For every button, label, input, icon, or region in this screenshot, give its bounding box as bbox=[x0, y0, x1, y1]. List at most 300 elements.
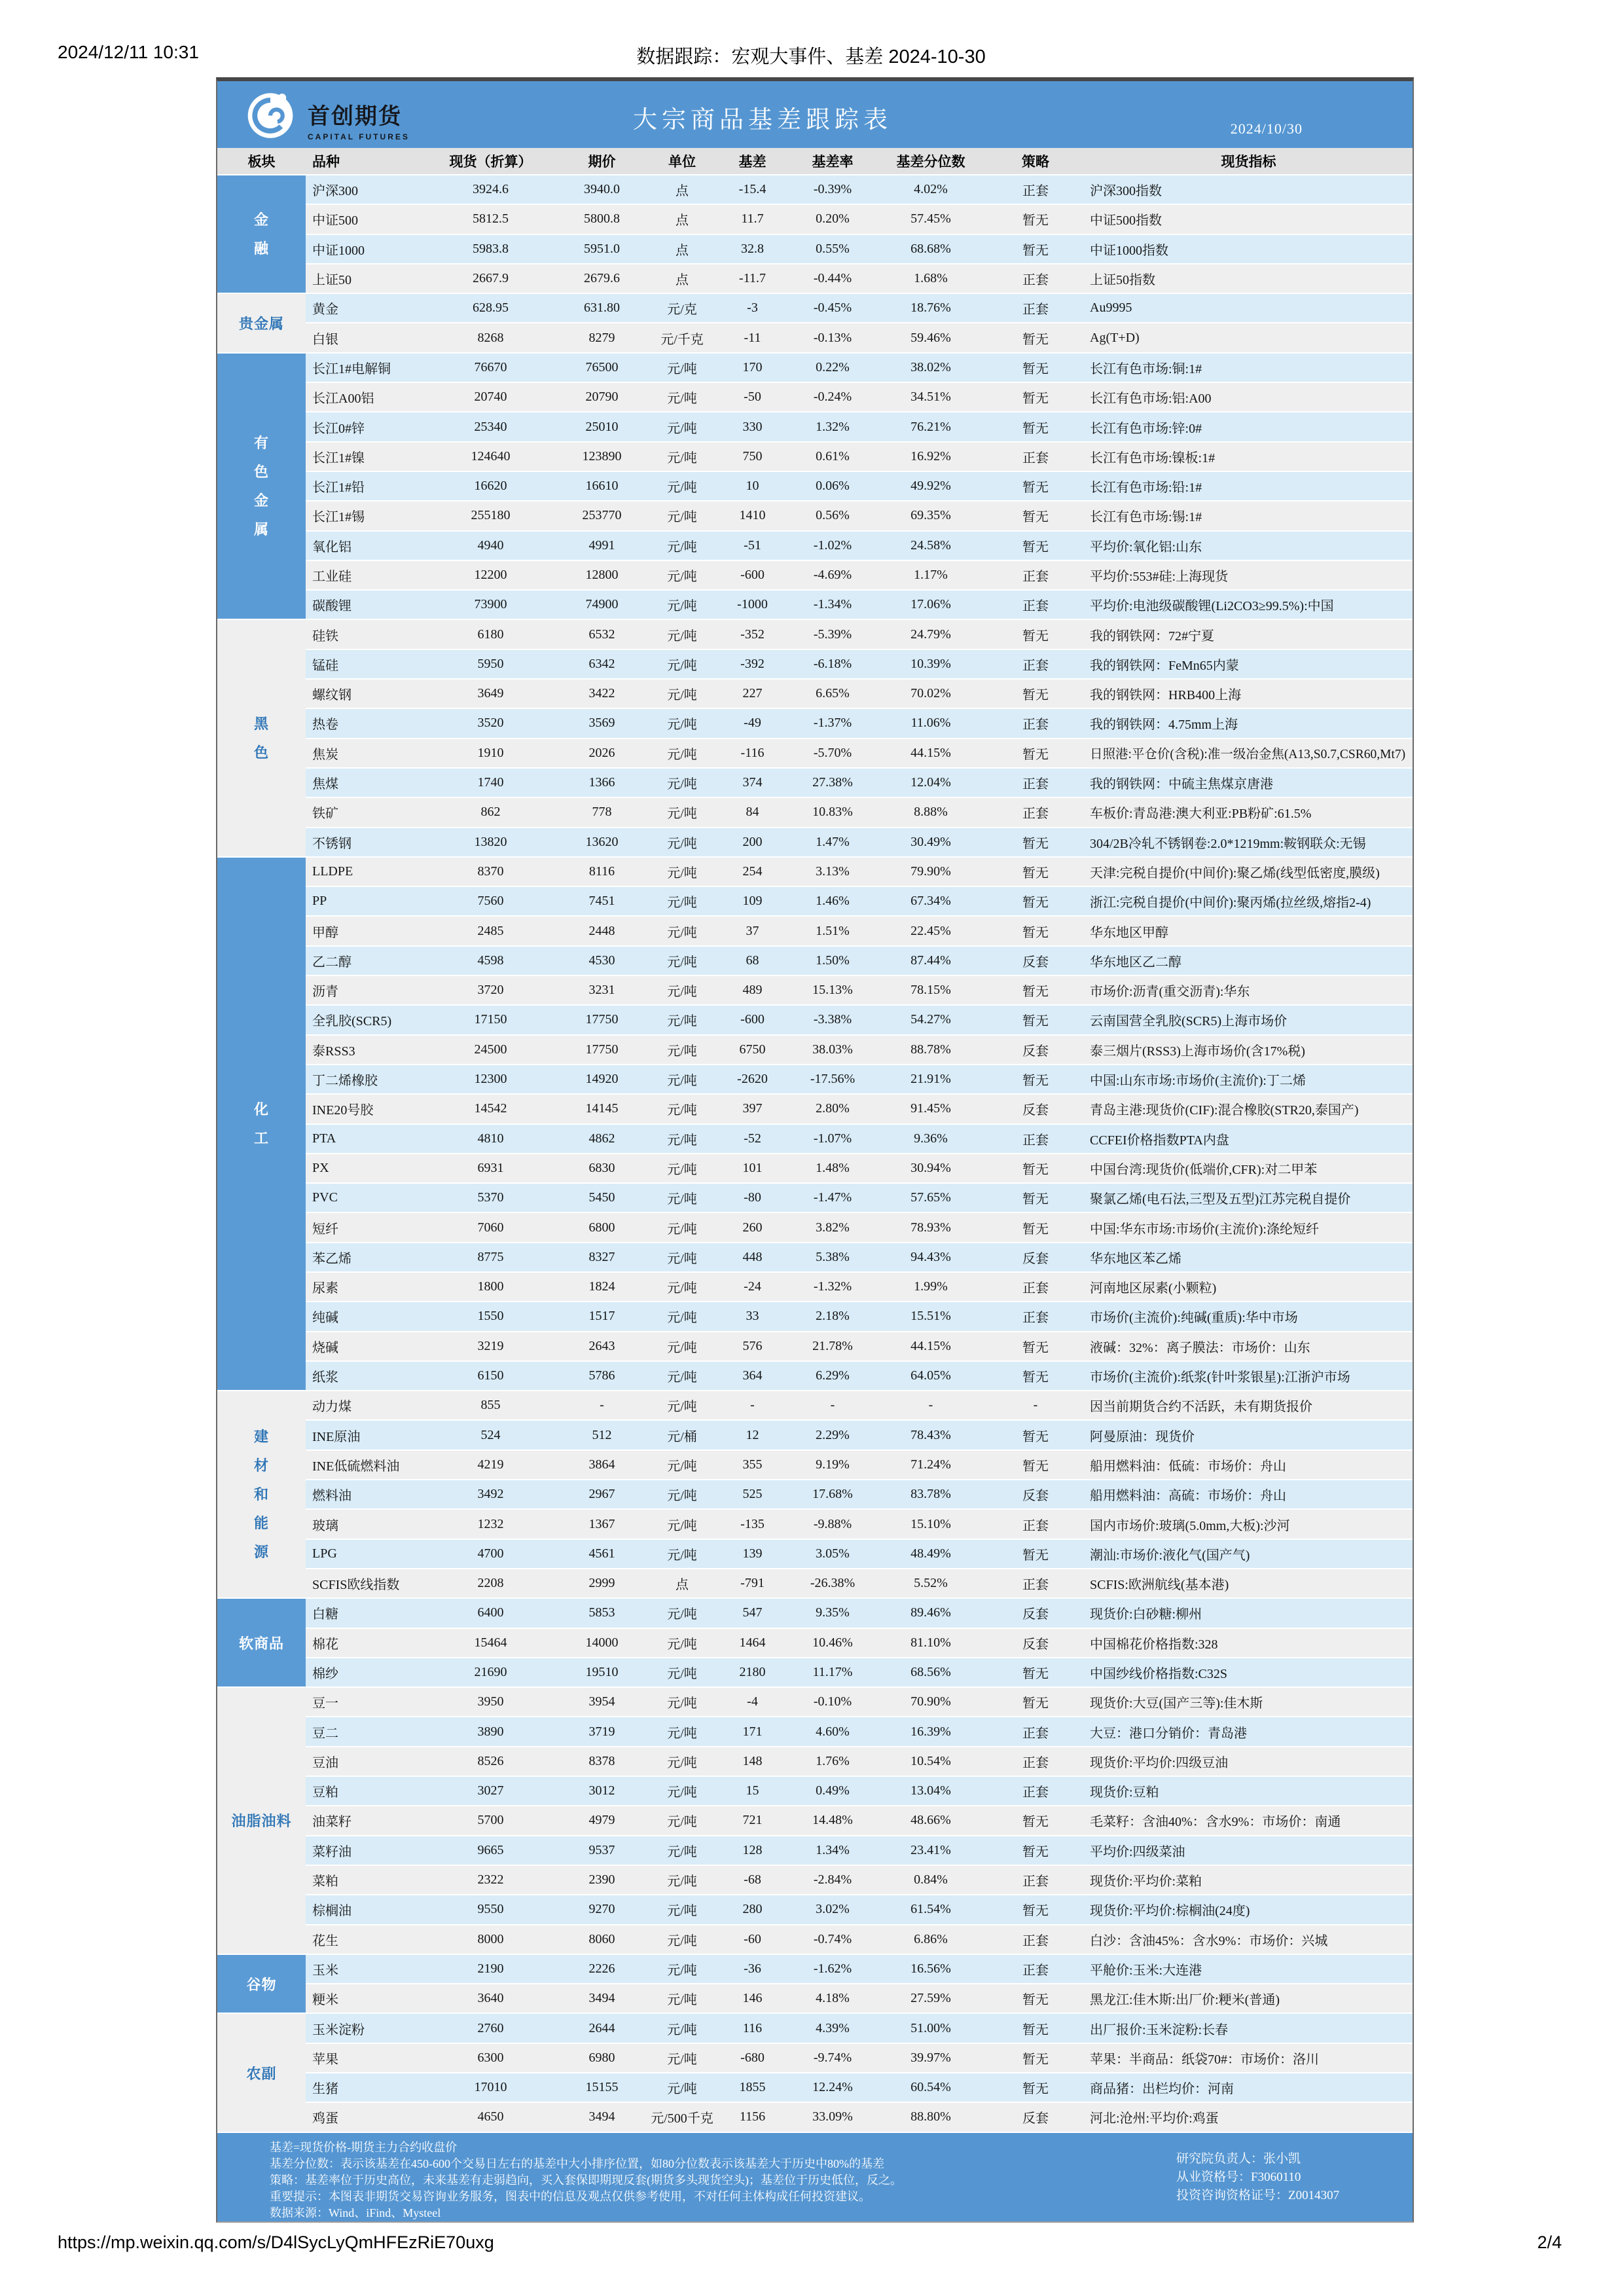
cell-spot-indicator: 我的钢铁网：HRB400上海 bbox=[1090, 688, 1242, 703]
cell-basis: 448 bbox=[742, 1249, 763, 1264]
table-row bbox=[306, 858, 1413, 887]
cell-variety: 玉米 bbox=[312, 1963, 338, 1978]
cell-variety: 热卷 bbox=[312, 718, 338, 733]
table-row bbox=[306, 443, 1413, 472]
cell-basis: -116 bbox=[740, 745, 765, 760]
cell-basis-percentile: 60.54% bbox=[910, 2080, 951, 2095]
table-row bbox=[306, 887, 1413, 917]
table-row bbox=[306, 1836, 1413, 1866]
cell-basis-rate: 6.65% bbox=[816, 686, 850, 701]
table-row bbox=[306, 1332, 1413, 1362]
table-row bbox=[306, 1184, 1413, 1213]
section bbox=[217, 1688, 1413, 1955]
basis-tracking-table bbox=[216, 77, 1414, 2223]
cell-strategy: 反套 bbox=[1022, 1607, 1049, 1622]
cell-futures-price: 5786 bbox=[588, 1368, 615, 1383]
cell-spot-indicator: 上证50指数 bbox=[1090, 273, 1155, 288]
cell-basis-rate: 2.18% bbox=[816, 1309, 850, 1324]
cell-strategy: 正套 bbox=[1022, 1578, 1049, 1593]
cell-basis: -11.7 bbox=[739, 271, 766, 286]
cell-basis-percentile: 15.10% bbox=[910, 1516, 951, 1531]
cell-variety: 豆一 bbox=[312, 1696, 338, 1711]
cell-unit: 元/吨 bbox=[667, 985, 697, 1000]
cell-basis: 355 bbox=[742, 1457, 763, 1472]
section-label bbox=[217, 2014, 306, 2132]
cell-variety: 苹果 bbox=[312, 2052, 338, 2067]
cell-strategy: 正套 bbox=[1022, 658, 1049, 673]
cell-strategy: 暂无 bbox=[1022, 1815, 1049, 1830]
cell-futures-price: 3422 bbox=[588, 686, 615, 701]
cell-spot-price: 1740 bbox=[477, 775, 504, 790]
cell-futures-price: 3494 bbox=[588, 1991, 615, 2006]
cell-spot-indicator: 苹果：半商品：纸袋70#：市场价：洛川 bbox=[1090, 2052, 1319, 2067]
table-row bbox=[306, 412, 1413, 442]
table-row bbox=[306, 1955, 1413, 1984]
cell-strategy: 正套 bbox=[1022, 450, 1049, 465]
table-row bbox=[306, 2044, 1413, 2073]
cell-strategy: 暂无 bbox=[1022, 361, 1049, 376]
cell-spot-indicator: 我的钢铁网：中硫主焦煤京唐港 bbox=[1090, 777, 1273, 792]
cell-unit: 元/吨 bbox=[667, 1370, 697, 1385]
cell-basis-percentile: 5.52% bbox=[914, 1576, 948, 1591]
table-footer bbox=[217, 2133, 1413, 2221]
cell-basis-rate: -1.34% bbox=[813, 597, 852, 612]
cell-futures-price: 8279 bbox=[588, 330, 615, 345]
cell-unit: 元/吨 bbox=[667, 450, 697, 465]
cell-strategy: 暂无 bbox=[1022, 1904, 1049, 1919]
cell-basis-percentile: 17.06% bbox=[910, 597, 951, 612]
cell-basis: 148 bbox=[742, 1753, 763, 1768]
cell-basis-rate: 2.80% bbox=[816, 1101, 850, 1116]
cell-spot-indicator: 平均价:553#硅:上海现货 bbox=[1090, 570, 1229, 584]
cell-futures-price: 2448 bbox=[588, 923, 615, 938]
table-row bbox=[306, 1688, 1413, 1717]
section-label-text: 农副 bbox=[246, 2065, 277, 2082]
cell-basis-rate: 3.82% bbox=[816, 1220, 850, 1235]
cell-spot-price: 4810 bbox=[477, 1131, 504, 1146]
cell-futures-price: 4561 bbox=[588, 1546, 615, 1561]
cell-strategy: 暂无 bbox=[1022, 213, 1049, 228]
cell-basis: -36 bbox=[744, 1961, 761, 1976]
cell-unit: 元/吨 bbox=[667, 1696, 697, 1711]
cell-strategy: 正套 bbox=[1022, 1726, 1049, 1741]
cell-basis-percentile: 10.39% bbox=[910, 656, 951, 671]
cell-variety: LPG bbox=[312, 1546, 337, 1561]
brand-name: 首创期货 bbox=[308, 104, 402, 129]
cell-strategy: 反套 bbox=[1022, 1637, 1049, 1652]
cell-basis: -68 bbox=[744, 1872, 761, 1887]
section-label-text: 建材和能源 bbox=[253, 1428, 269, 1560]
table-row bbox=[306, 1658, 1413, 1688]
cell-variety: 玻璃 bbox=[312, 1518, 338, 1533]
cell-spot-price: 1232 bbox=[477, 1516, 504, 1531]
cell-variety: INE20号胶 bbox=[312, 1103, 374, 1118]
cell-strategy: 正套 bbox=[1022, 777, 1049, 792]
cell-variety: 全乳胶(SCR5) bbox=[312, 1014, 392, 1029]
section bbox=[217, 1955, 1413, 2014]
cell-basis-rate: 0.22% bbox=[816, 359, 850, 374]
cell-strategy: 反套 bbox=[1022, 955, 1049, 970]
cell-futures-price: 9537 bbox=[588, 1842, 615, 1857]
cell-variety: 玉米淀粉 bbox=[312, 2022, 365, 2037]
cell-basis-percentile: 8.88% bbox=[914, 805, 948, 820]
cell-futures-price: 6830 bbox=[588, 1160, 615, 1175]
cell-basis: -791 bbox=[740, 1576, 765, 1591]
cell-variety: 锰硅 bbox=[312, 658, 338, 673]
cell-unit: 元/吨 bbox=[667, 1844, 697, 1859]
table-row bbox=[306, 620, 1413, 649]
cell-futures-price: 5800.8 bbox=[584, 211, 620, 227]
cell-spot-indicator: 304/2B冷轧不锈钢卷:2.0*1219mm:鞍钢联众:无锡 bbox=[1090, 836, 1366, 851]
table-row bbox=[306, 1125, 1413, 1154]
cell-strategy: 暂无 bbox=[1022, 481, 1049, 496]
cell-variety: 丁二烯橡胶 bbox=[312, 1074, 378, 1089]
cell-spot-indicator: 长江有色市场:铅:1# bbox=[1090, 481, 1202, 496]
column-header: 期价 bbox=[588, 154, 616, 170]
cell-basis-percentile: 10.54% bbox=[910, 1753, 951, 1768]
cell-unit: 元/吨 bbox=[667, 539, 697, 555]
cell-strategy: 暂无 bbox=[1022, 1844, 1049, 1859]
cell-futures-price: 2644 bbox=[588, 2020, 615, 2035]
cell-basis: 547 bbox=[742, 1605, 763, 1620]
cell-unit: 元/吨 bbox=[667, 1904, 697, 1919]
cell-futures-price: 19510 bbox=[585, 1664, 619, 1679]
cell-spot-price: 8526 bbox=[477, 1753, 504, 1768]
cell-basis-rate: 3.05% bbox=[816, 1546, 850, 1561]
cell-unit: 元/吨 bbox=[667, 2082, 697, 2097]
column-header: 基差 bbox=[738, 154, 766, 170]
section-label bbox=[217, 1391, 306, 1599]
cell-variety: PVC bbox=[312, 1190, 338, 1205]
cell-futures-price: 3494 bbox=[588, 2109, 615, 2124]
cell-basis-percentile: 39.97% bbox=[910, 2050, 951, 2065]
cell-strategy: 暂无 bbox=[1022, 1162, 1049, 1177]
cell-strategy: 正套 bbox=[1022, 570, 1049, 584]
cell-basis: -80 bbox=[744, 1190, 761, 1205]
cell-basis-rate: -0.74% bbox=[813, 1931, 852, 1946]
section-label-text: 谷物 bbox=[246, 1976, 277, 1993]
cell-spot-indicator: 中国台湾:现货价(低端价,CFR):对二甲苯 bbox=[1090, 1162, 1318, 1177]
cell-unit: 元/吨 bbox=[667, 481, 697, 496]
cell-spot-indicator: 长江有色市场:铜:1# bbox=[1090, 361, 1202, 376]
cell-futures-price: 4862 bbox=[588, 1131, 615, 1146]
table-row bbox=[306, 1717, 1413, 1747]
cell-unit: 元/吨 bbox=[667, 1785, 697, 1800]
column-header: 策略 bbox=[1022, 154, 1049, 170]
cell-futures-price: 778 bbox=[592, 805, 612, 820]
cell-spot-indicator: 中国:华东市场:市场价(主流价):涤纶短纤 bbox=[1090, 1222, 1319, 1237]
cell-basis-percentile: 1.99% bbox=[914, 1279, 948, 1294]
cell-spot-indicator: 国内市场价:玻璃(5.0mm,大板):沙河 bbox=[1090, 1518, 1290, 1533]
cell-basis-percentile: 12.04% bbox=[910, 775, 951, 790]
cell-basis-percentile: 0.84% bbox=[914, 1872, 948, 1887]
cell-basis-rate: 0.06% bbox=[816, 479, 850, 494]
cell-strategy: 暂无 bbox=[1022, 629, 1049, 644]
cell-futures-price: 17750 bbox=[585, 1012, 619, 1027]
cell-unit: 元/吨 bbox=[667, 1400, 697, 1415]
cell-spot-indicator: 中国棉花价格指数:328 bbox=[1090, 1637, 1218, 1652]
cell-basis-percentile: 70.02% bbox=[910, 686, 951, 701]
cell-basis-rate: 0.61% bbox=[816, 448, 850, 464]
cell-variety: 燃料油 bbox=[312, 1489, 351, 1504]
footer-note-line: 基差分位数：表示该基差在450-600个交易日左右的基差中大小排序位置，如80分位数表示该基差大于历史中80%的基差 bbox=[270, 2157, 884, 2170]
cell-basis-rate: 14.48% bbox=[812, 1813, 853, 1828]
cell-basis-percentile: 54.27% bbox=[910, 1012, 951, 1027]
cell-spot-price: 2760 bbox=[477, 2020, 504, 2035]
cell-basis-percentile: 30.49% bbox=[910, 834, 951, 849]
table-row bbox=[306, 175, 1413, 205]
cell-basis-rate: -6.18% bbox=[813, 656, 852, 671]
cell-basis-rate: 1.34% bbox=[816, 1842, 850, 1857]
cell-spot-indicator: 因当前期货合约不活跃，未有期货报价 bbox=[1090, 1400, 1312, 1415]
section bbox=[217, 175, 1413, 294]
cell-futures-price: 123890 bbox=[582, 448, 622, 464]
cell-basis: -24 bbox=[744, 1279, 761, 1294]
cell-strategy: 正套 bbox=[1022, 1281, 1049, 1296]
cell-unit: 元/吨 bbox=[667, 896, 697, 911]
cell-spot-indicator: Au9995 bbox=[1090, 301, 1132, 316]
section-label bbox=[217, 1599, 306, 1688]
cell-basis-percentile: 15.51% bbox=[910, 1309, 951, 1324]
cell-basis: -600 bbox=[740, 1012, 765, 1027]
cell-spot-indicator: 长江有色市场:铝:A00 bbox=[1090, 392, 1212, 407]
cell-futures-price: 4991 bbox=[588, 538, 615, 553]
cell-basis-rate: 10.46% bbox=[812, 1635, 853, 1650]
cell-basis: 33 bbox=[746, 1309, 759, 1324]
section-label-text: 有色金属 bbox=[253, 434, 269, 538]
cell-strategy: 反套 bbox=[1022, 2111, 1049, 2126]
cell-spot-price: 16620 bbox=[474, 479, 507, 494]
cell-basis-percentile: 89.46% bbox=[910, 1605, 951, 1620]
cell-variety: 棉纱 bbox=[312, 1666, 338, 1681]
cell-basis: 12 bbox=[746, 1427, 759, 1442]
cell-unit: 元/吨 bbox=[667, 955, 697, 970]
cell-strategy: 正套 bbox=[1022, 807, 1049, 822]
cell-basis-percentile: 64.05% bbox=[910, 1368, 951, 1383]
cell-spot-indicator: 河南地区尿素(小颗粒) bbox=[1090, 1281, 1217, 1296]
cell-basis-percentile: 22.45% bbox=[910, 923, 951, 938]
cell-variety: LLDPE bbox=[312, 864, 353, 879]
cell-basis-percentile: 68.68% bbox=[910, 241, 951, 256]
cell-spot-indicator: 日照港:平仓价(含税):准一级冶金焦(A13,S0.7,CSR60,Mt7) bbox=[1090, 748, 1406, 762]
cell-basis-rate: -1.37% bbox=[813, 716, 852, 731]
cell-futures-price: 3569 bbox=[588, 716, 615, 731]
section-label bbox=[217, 354, 306, 621]
cell-spot-indicator: 现货价:大豆(国产三等):佳木斯 bbox=[1090, 1696, 1263, 1711]
cell-basis-percentile: 38.02% bbox=[910, 359, 951, 374]
cell-spot-indicator: 青岛主港:现货价(CIF):混合橡胶(STR20,泰国产) bbox=[1090, 1103, 1359, 1118]
section-label bbox=[217, 294, 306, 354]
table-row bbox=[306, 1095, 1413, 1124]
cell-futures-price: 4979 bbox=[588, 1813, 615, 1828]
cell-strategy: 正套 bbox=[1022, 1933, 1049, 1948]
cell-unit: 元/吨 bbox=[667, 1014, 697, 1029]
cell-strategy: 暂无 bbox=[1022, 2022, 1049, 2037]
cell-basis: 109 bbox=[742, 894, 763, 909]
cell-spot-indicator: SCFIS:欧洲航线(基本港) bbox=[1090, 1578, 1229, 1593]
cell-strategy: 暂无 bbox=[1022, 747, 1049, 762]
cell-strategy: 暂无 bbox=[1022, 1993, 1049, 2008]
cell-unit: 元/克 bbox=[667, 302, 697, 318]
cell-futures-price: 6980 bbox=[588, 2050, 615, 2065]
cell-spot-indicator: 市场价(主流价):纯碱(重质):华中市场 bbox=[1090, 1311, 1298, 1326]
cell-strategy: 正套 bbox=[1022, 273, 1049, 288]
cell-spot-indicator: 出厂报价:玉米淀粉:长春 bbox=[1090, 2022, 1229, 2037]
cell-basis-rate: -0.44% bbox=[813, 271, 852, 286]
cell-strategy: 暂无 bbox=[1022, 539, 1049, 555]
cell-strategy: 暂无 bbox=[1022, 1192, 1049, 1207]
cell-variety: 中证1000 bbox=[312, 243, 365, 258]
table-row bbox=[306, 1451, 1413, 1480]
table-row bbox=[306, 323, 1413, 353]
cell-spot-indicator: CCFEI价格指数PTA内盘 bbox=[1090, 1133, 1229, 1148]
cell-variety: 甲醇 bbox=[312, 925, 338, 940]
cell-strategy: 正套 bbox=[1022, 1755, 1049, 1770]
section-label-text: 化工 bbox=[253, 1101, 269, 1146]
cell-basis-percentile: 24.58% bbox=[910, 538, 951, 553]
cell-strategy: 暂无 bbox=[1022, 1459, 1049, 1474]
cell-basis: 750 bbox=[742, 448, 763, 464]
cell-basis: -52 bbox=[744, 1131, 761, 1146]
cell-spot-indicator: 船用燃料油：高硫：市场价：舟山 bbox=[1090, 1489, 1286, 1504]
cell-unit: 元/吨 bbox=[667, 836, 697, 851]
cell-spot-price: 4700 bbox=[477, 1546, 504, 1561]
cell-basis-percentile: 1.17% bbox=[914, 568, 948, 582]
cell-futures-price: 631.80 bbox=[584, 301, 620, 316]
cell-spot-price: 2667.9 bbox=[473, 271, 509, 286]
cell-variety: 螺纹钢 bbox=[312, 688, 351, 703]
cell-strategy: 正套 bbox=[1022, 1133, 1049, 1148]
cell-futures-price: 14000 bbox=[585, 1635, 619, 1650]
table-row bbox=[306, 1925, 1413, 1955]
cell-unit: 元/吨 bbox=[667, 1103, 697, 1118]
cell-spot-indicator: 泰三烟片(RSS3)上海市场价(含17%税) bbox=[1090, 1044, 1305, 1059]
cell-strategy: 暂无 bbox=[1022, 1014, 1049, 1029]
cell-variety: PX bbox=[312, 1160, 329, 1175]
cell-futures-price: 3940.0 bbox=[584, 182, 620, 197]
cell-unit: 元/吨 bbox=[667, 1133, 697, 1148]
cell-basis-rate: 11.17% bbox=[812, 1664, 853, 1679]
cell-unit: 元/吨 bbox=[667, 599, 697, 614]
cell-basis-rate: -17.56% bbox=[810, 1072, 856, 1087]
cell-futures-price: 512 bbox=[592, 1427, 612, 1442]
cell-basis-percentile: 9.36% bbox=[914, 1131, 948, 1146]
cell-basis-percentile: 16.39% bbox=[910, 1724, 951, 1739]
cell-futures-price: 1517 bbox=[588, 1309, 615, 1324]
cell-spot-indicator: 聚氯乙烯(电石法,三型及五型)江苏完税自提价 bbox=[1090, 1192, 1351, 1207]
cell-spot-indicator: 天津:完税自提价(中间价):聚乙烯(线型低密度,膜级) bbox=[1090, 866, 1380, 881]
cell-basis: -15.4 bbox=[738, 182, 766, 197]
cell-spot-indicator: 市场价:沥青(重交沥青):华东 bbox=[1090, 985, 1250, 1000]
cell-spot-price: 12300 bbox=[474, 1072, 507, 1087]
cell-spot-price: 5700 bbox=[477, 1813, 504, 1828]
cell-basis: 364 bbox=[742, 1368, 763, 1383]
table-row bbox=[306, 1243, 1413, 1273]
cell-basis-percentile: 68.56% bbox=[910, 1664, 951, 1679]
cell-spot-price: 9665 bbox=[477, 1842, 504, 1857]
cell-basis-percentile: 23.41% bbox=[910, 1842, 951, 1857]
cell-basis-rate: 4.39% bbox=[816, 2020, 850, 2035]
cell-basis: 1410 bbox=[739, 508, 766, 523]
cell-spot-indicator: 华东地区甲醇 bbox=[1090, 925, 1168, 940]
cell-basis-rate: -0.10% bbox=[813, 1694, 852, 1709]
cell-spot-indicator: 云南国营全乳胶(SCR5)上海市场价 bbox=[1090, 1014, 1288, 1029]
cell-spot-price: 1800 bbox=[477, 1279, 504, 1294]
cell-variety: 棕榈油 bbox=[312, 1904, 351, 1919]
brand-subtitle: CAPITAL FUTURES bbox=[308, 132, 410, 141]
cell-variety: 氧化铝 bbox=[312, 539, 351, 555]
footer-contact-line: 投资咨询资格证号：Z0014307 bbox=[1176, 2188, 1340, 2202]
cell-spot-price: 24500 bbox=[474, 1042, 507, 1057]
cell-unit: 元/吨 bbox=[667, 1666, 697, 1681]
cell-basis: 128 bbox=[742, 1842, 763, 1857]
cell-unit: 点 bbox=[676, 184, 689, 199]
cell-spot-price: 3027 bbox=[477, 1783, 504, 1798]
cell-basis-rate: -1.47% bbox=[813, 1190, 852, 1205]
table-row bbox=[306, 354, 1413, 383]
cell-basis-rate: - bbox=[830, 1398, 835, 1413]
cell-variety: 白糖 bbox=[312, 1607, 338, 1622]
cell-variety: 动力煤 bbox=[312, 1400, 351, 1415]
cell-unit: 元/吨 bbox=[667, 1489, 697, 1504]
cell-basis: 15 bbox=[746, 1783, 759, 1798]
cell-unit: 元/吨 bbox=[667, 866, 697, 881]
cell-spot-price: 8370 bbox=[477, 864, 504, 879]
cell-futures-price: 14145 bbox=[585, 1101, 619, 1116]
cell-basis-percentile: 69.35% bbox=[910, 508, 951, 523]
cell-futures-price: 7451 bbox=[588, 894, 615, 909]
cell-spot-indicator: 长江有色市场:镍板:1# bbox=[1090, 450, 1216, 465]
cell-unit: 元/吨 bbox=[667, 688, 697, 703]
cell-strategy: 暂无 bbox=[1022, 510, 1049, 525]
cell-unit: 元/吨 bbox=[667, 925, 697, 940]
cell-spot-indicator: 市场价(主流价):纸浆(针叶浆银星):江浙沪市场 bbox=[1090, 1370, 1350, 1385]
cell-basis-rate: 21.78% bbox=[812, 1338, 853, 1353]
cell-spot-indicator: 现货价:白砂糖:柳州 bbox=[1090, 1607, 1202, 1622]
footer-note-line: 重要提示：本图表非期货交易咨询业务服务，图表中的信息及观点仅供参考使用，不对任何主体构成任何投资建议。 bbox=[270, 2189, 871, 2203]
cell-spot-price: 628.95 bbox=[473, 301, 509, 316]
cell-spot-price: 855 bbox=[480, 1398, 501, 1413]
source-url: https://mp.weixin.qq.com/s/D4lSycLyQmHFEzRiE70uxg bbox=[58, 2232, 494, 2252]
cell-spot-indicator: 阿曼原油：现货价 bbox=[1090, 1429, 1195, 1444]
cell-futures-price: 6800 bbox=[588, 1220, 615, 1235]
cell-futures-price: 3719 bbox=[588, 1724, 615, 1739]
cell-spot-price: 4598 bbox=[477, 953, 504, 968]
cell-spot-indicator: 现货价:豆粕 bbox=[1090, 1785, 1159, 1800]
cell-variety: 长江0#锌 bbox=[312, 421, 365, 436]
cell-variety: 苯乙烯 bbox=[312, 1251, 351, 1266]
table-row bbox=[306, 1391, 1413, 1421]
cell-futures-price: 9270 bbox=[588, 1902, 615, 1917]
cell-basis-percentile: 57.65% bbox=[910, 1190, 951, 1205]
cell-spot-indicator: 我的钢铁网：4.75mm上海 bbox=[1090, 718, 1238, 733]
cell-unit: 元/吨 bbox=[667, 2022, 697, 2037]
cell-basis-percentile: 4.02% bbox=[914, 182, 948, 197]
cell-spot-price: 5370 bbox=[477, 1190, 504, 1205]
cell-basis-percentile: 59.46% bbox=[910, 330, 951, 345]
table-row bbox=[306, 2073, 1413, 2103]
cell-strategy: 反套 bbox=[1022, 1103, 1049, 1118]
cell-spot-indicator: 中证1000指数 bbox=[1090, 243, 1168, 258]
section bbox=[217, 2014, 1413, 2132]
cell-basis-rate: 27.38% bbox=[812, 775, 853, 790]
cell-strategy: 暂无 bbox=[1022, 392, 1049, 407]
cell-basis-percentile: 18.76% bbox=[910, 301, 951, 316]
cell-strategy: 正套 bbox=[1022, 718, 1049, 733]
table-row bbox=[306, 1065, 1413, 1095]
cell-spot-price: 14542 bbox=[474, 1101, 507, 1116]
cell-unit: 元/吨 bbox=[667, 1933, 697, 1948]
